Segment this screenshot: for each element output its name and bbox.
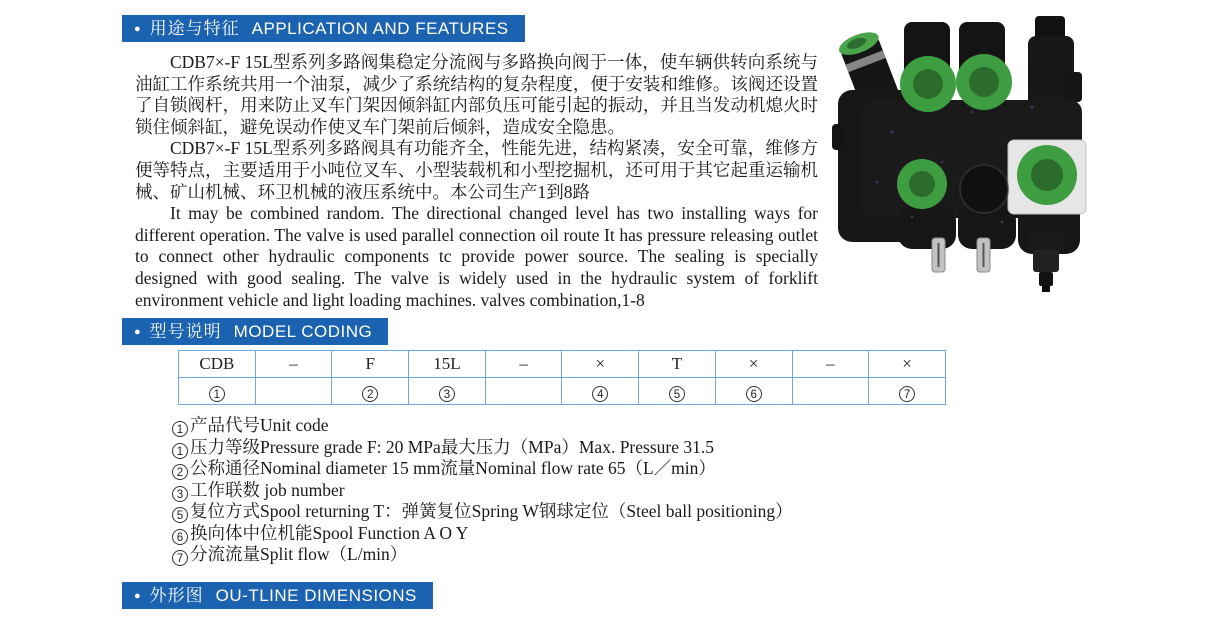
bullet-icon: ●: [134, 326, 141, 338]
model-code-index-cell: [792, 378, 869, 405]
bullet-icon: ●: [134, 590, 141, 602]
coding-note: [172, 437, 832, 459]
model-coding-notes: [172, 415, 832, 566]
circled-number: 5: [669, 386, 685, 402]
header-outline-en: OU-TLINE DIMENSIONS: [215, 586, 417, 605]
application-paragraph-en: It may be combined random. The directional changed level has two installing ways for different operation. The valve is used parallel connection oil route It has pressure releasing outlet to connect other hydraulic components tc provide power source. The sealing is specially designed with good sealing. The valve is widely used in the hydraulic system of forklift environment vehicle and light loading machines. valves combination,1-8: [135, 203, 818, 310]
model-code-index-cell: [332, 378, 409, 405]
coding-note-text: 分流流量Split flow（L/min）: [190, 544, 408, 564]
model-code-cell: ×: [869, 351, 946, 378]
model-code-index-cell: [179, 378, 256, 405]
model-code-cell: CDB: [179, 351, 256, 378]
coding-note-text: 产品代号Unit code: [190, 415, 329, 435]
circled-number: 7: [899, 386, 915, 402]
circled-number: 3: [439, 386, 455, 402]
circled-number: 1: [172, 443, 188, 459]
circled-number: 1: [172, 421, 188, 437]
section-header-outline: [122, 582, 433, 609]
header-application-zh: 用途与特征: [149, 19, 240, 38]
circled-number: 2: [172, 464, 188, 480]
model-code-index-cell: [639, 378, 716, 405]
model-code-row: [179, 351, 946, 378]
model-code-cell: ×: [715, 351, 792, 378]
circled-number: 5: [172, 507, 188, 523]
section-header-model-coding: [122, 318, 388, 345]
model-code-index-cell: [562, 378, 639, 405]
coding-note-text: 复位方式Spool returning T：弹簧复位Spring W钢球定位（Steel ball positioning）: [190, 501, 793, 521]
coding-note-text: 工作联数 job number: [190, 479, 345, 500]
model-coding-table: [178, 350, 946, 405]
model-code-index-cell: [409, 378, 486, 405]
header-outline-zh: 外形图: [149, 586, 204, 605]
header-model-en: MODEL CODING: [233, 322, 373, 341]
model-code-cell: –: [255, 351, 332, 378]
bullet-icon: ●: [134, 23, 141, 35]
model-code-cell: –: [485, 351, 562, 378]
coding-note-text: 公称通径Nominal diameter 15 mm流量Nominal flow rate 65（L／min）: [190, 458, 716, 478]
circled-number: 1: [209, 386, 225, 402]
coding-note: [172, 458, 832, 480]
circled-number: 4: [592, 386, 608, 402]
header-model-zh: 型号说明: [149, 322, 222, 341]
circled-number: 2: [362, 386, 378, 402]
coding-note: [172, 544, 832, 566]
application-paragraph-zh-2: CDB7×-F 15L型系列多路阀具有功能齐全，性能先进，结构紧凑，安全可靠，维修方便等特点，主要适用于小吨位叉车、小型装载机和小型挖掘机，还可用于其它起重运输机械、矿山机械、环卫机械的液压系统中。本公司生产1到8路: [135, 138, 818, 202]
header-application-en: APPLICATION AND FEATURES: [251, 19, 509, 38]
coding-note: [172, 415, 832, 437]
valve-photo: [832, 12, 1104, 300]
coding-note-text: 换向体中位机能Spool Function A O Y: [190, 522, 469, 543]
model-code-cell: F: [332, 351, 409, 378]
model-code-cell: –: [792, 351, 869, 378]
model-code-index-cell: [485, 378, 562, 405]
model-code-cell: 15L: [409, 351, 486, 378]
model-code-index-cell: [715, 378, 792, 405]
coding-note: [172, 501, 832, 523]
application-text: [135, 52, 818, 311]
application-paragraph-zh-1: CDB7×-F 15L型系列多路阀集稳定分流阀与多路换向阀于一体，使车辆供转向系统与油缸工作系统共用一个油泵，减少了系统结构的复杂程度，便于安装和维修。该阀还设置了自锁阀杆，用来防止叉车门架因倾斜缸内部负压可能引起的振动，并且当发动机熄火时锁住倾斜缸，避免误动作使叉车门架前后倾斜，造成安全隐患。: [135, 52, 818, 137]
coding-note-text: 压力等级Pressure grade F: 20 MPa最大压力（MPa）Max. Pressure 31.5: [190, 436, 714, 457]
circled-number: 6: [746, 386, 762, 402]
model-code-index-cell: [869, 378, 946, 405]
model-code-index-row: [179, 378, 946, 405]
model-code-cell: T: [639, 351, 716, 378]
coding-note: [172, 523, 832, 545]
circled-number: 3: [172, 486, 188, 502]
section-header-application: [122, 15, 525, 42]
coding-note: [172, 480, 832, 502]
model-code-index-cell: [255, 378, 332, 405]
circled-number: 6: [172, 529, 188, 545]
model-code-cell: ×: [562, 351, 639, 378]
circled-number: 7: [172, 550, 188, 566]
